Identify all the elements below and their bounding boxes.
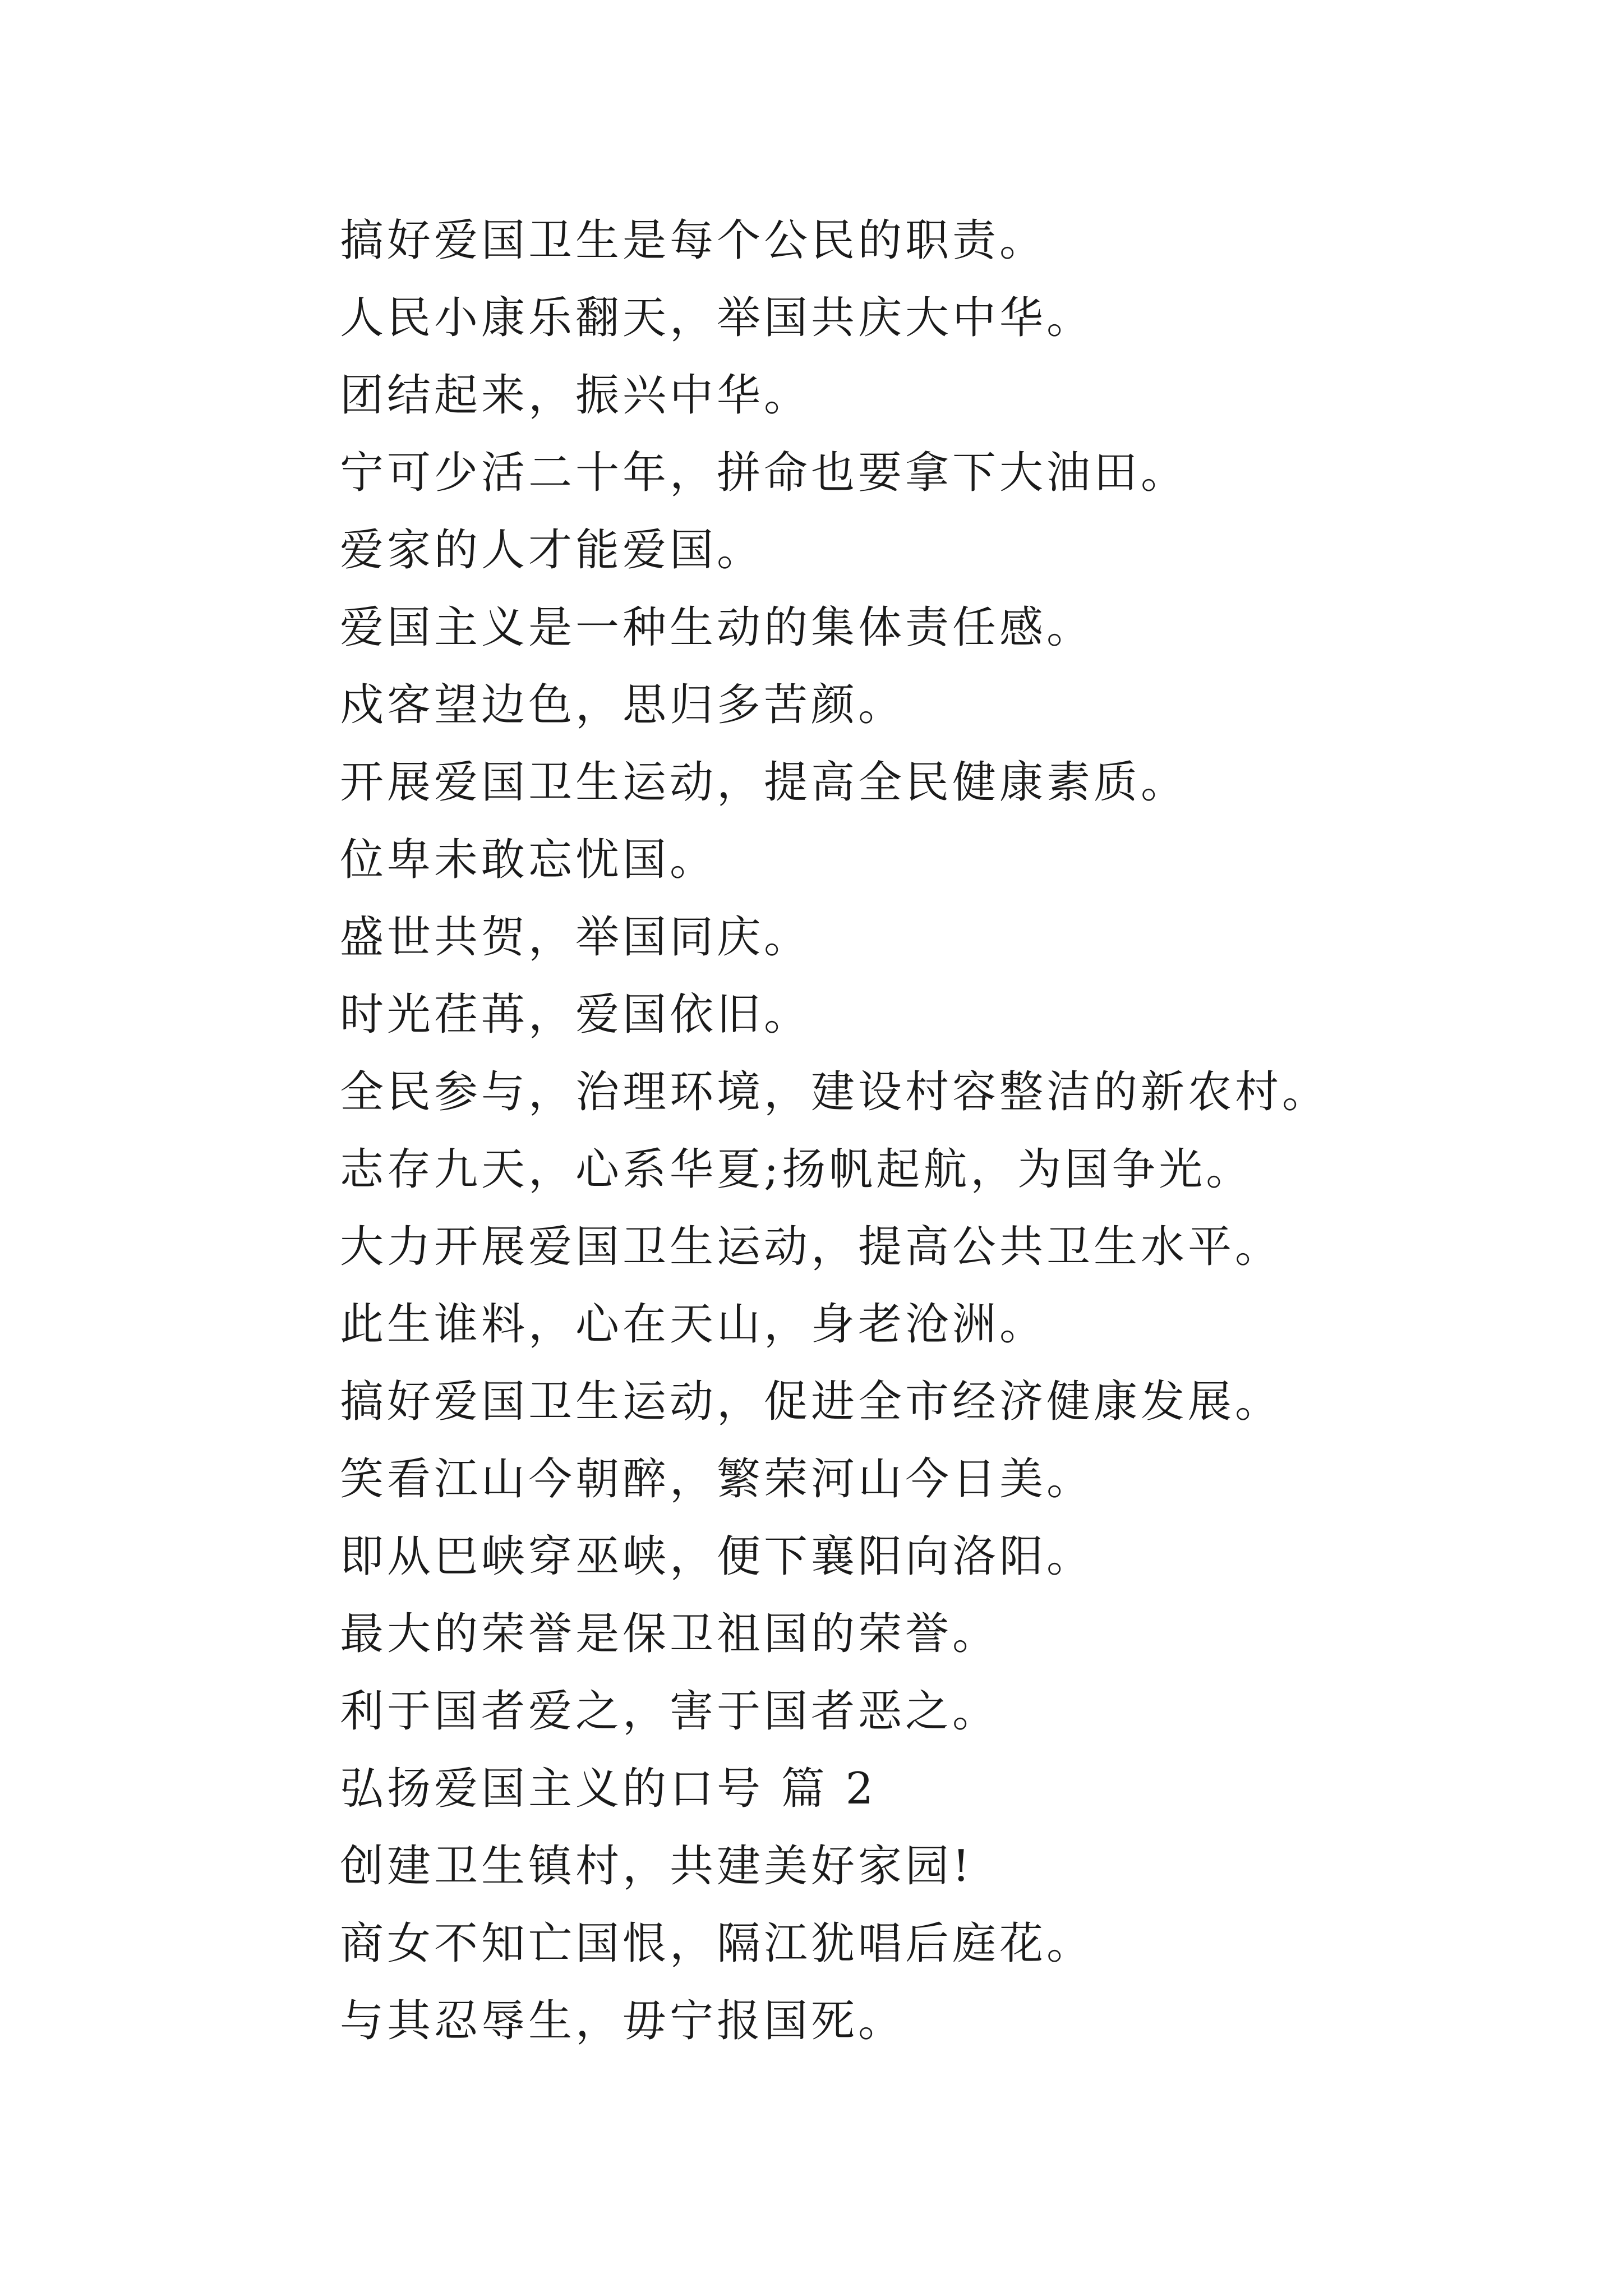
slogan-line: 戍客望边色，思归多苦颜。 bbox=[340, 680, 906, 730]
slogan-line: 全民参与，治理环境，建设村容整洁的新农村。 bbox=[340, 1067, 1330, 1117]
slogan-line: 大力开展爱国卫生运动，提高公共卫生水平。 bbox=[340, 1222, 1283, 1272]
slogan-line: 盛世共贺，举国同庆。 bbox=[340, 912, 811, 963]
slogan-line: 搞好爱国卫生是每个公民的职责。 bbox=[340, 215, 1047, 266]
slogan-line: 利于国者爱之，害于国者恶之。 bbox=[340, 1686, 1000, 1737]
slogan-line: 时光荏苒，爱国依旧。 bbox=[340, 990, 811, 1040]
slogan-line: 位卑未敢忘忧国。 bbox=[340, 835, 717, 885]
slogan-line: 最大的荣誉是保卫祖国的荣誉。 bbox=[340, 1609, 1000, 1659]
slogan-line: 宁可少活二十年，拼命也要拿下大油田。 bbox=[340, 448, 1188, 498]
slogan-line: 创建卫生镇村，共建美好家园! bbox=[340, 1841, 974, 1892]
slogan-line: 人民小康乐翻天，举国共庆大中华。 bbox=[340, 293, 1094, 343]
slogan-line: 与其忍辱生，毋宁报国死。 bbox=[340, 1996, 906, 2046]
slogan-line: 爱家的人才能爱国。 bbox=[340, 525, 764, 576]
slogan-line: 此生谁料，心在天山，身老沧洲。 bbox=[340, 1299, 1047, 1350]
slogan-list bbox=[340, 202, 1574, 2060]
slogan-line: 开展爱国卫生运动，提高全民健康素质。 bbox=[340, 757, 1188, 808]
slogan-line: 商女不知亡国恨，隔江犹唱后庭花。 bbox=[340, 1918, 1094, 1969]
slogan-line: 搞好爱国卫生运动，促进全市经济健康发展。 bbox=[340, 1377, 1283, 1427]
slogan-line: 团结起来，振兴中华。 bbox=[340, 370, 811, 421]
slogan-line: 笑看江山今朝醉，繁荣河山今日美。 bbox=[340, 1454, 1094, 1504]
slogan-line: 志存九天，心系华夏;扬帆起航，为国争光。 bbox=[340, 1144, 1253, 1195]
section-heading: 弘扬爱国主义的口号 篇 2 bbox=[340, 1764, 877, 1814]
slogan-line: 爱国主义是一种生动的集体责任感。 bbox=[340, 602, 1094, 653]
slogan-line: 即从巴峡穿巫峡，便下襄阳向洛阳。 bbox=[340, 1531, 1094, 1582]
